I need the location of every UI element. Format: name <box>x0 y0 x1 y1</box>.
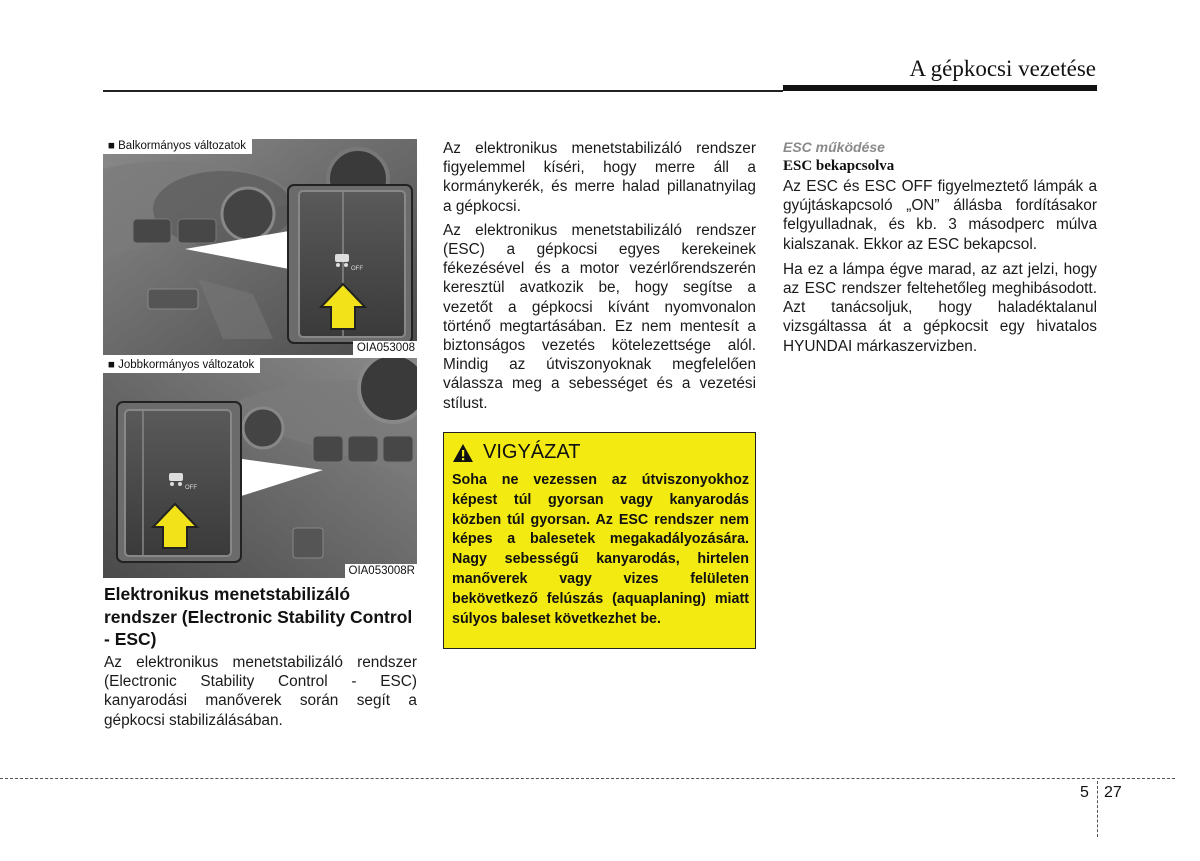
middle-paragraph-1: Az elektronikus menetstabilizáló rendszer figyelemmel kíséri, hogy merre áll a kormánykerék, és merre halad pillanatnyilag a gépkocsi. <box>443 140 756 215</box>
middle-paragraph-2: Az elektronikus menetstabilizáló rendszer (ESC) a gépkocsi egyes kerekeinek fékezésével és a motor vezérlőrendszerén keresztül avatkozik be, hogy segítse a vezetőt a gépkocsi kívánt nyomvonalon történő megtartásában. Ez nem mentesít a biztonságos vezetés kötelezettsége alól. Mindig az útviszonyoknak megfelelően válassza meg a sebességet és a vezetési stílust. <box>443 221 756 412</box>
warning-title: VIGYÁZAT <box>483 441 581 463</box>
page-number: 27 <box>1104 784 1122 801</box>
page-header-title: A gépkocsi vezetése <box>909 56 1096 81</box>
figure-code-rhd: OIA053008R <box>345 564 418 578</box>
header-rule <box>103 90 783 92</box>
right-column <box>783 139 1097 356</box>
figure-rhd <box>103 358 417 578</box>
right-paragraph-1: Az ESC és ESC OFF figyelmeztető lámpák a gyújtáskapcsoló „ON” állásba fordításakor felgyulladnak, és kb. 3 másodperc múlva kialszanak. Ekkor az ESC bekapcsol. <box>783 178 1097 253</box>
warning-header <box>452 441 580 464</box>
middle-column <box>443 139 756 413</box>
svg-text:OFF: OFF <box>351 266 363 272</box>
footer-dashed-rule <box>0 778 1175 779</box>
warning-box <box>443 432 756 649</box>
warning-triangle-icon <box>452 443 474 463</box>
right-paragraph-2: Ha ez a lámpa égve marad, az azt jelzi, hogy az ESC rendszer feltehetőleg meghibásodott. Azt tanácsoljuk, hogy haladéktalanul vizsgáltassa át a gépkocsit egy hivatalos HYUNDAI márkaszervizben. <box>783 260 1097 355</box>
header-rule-thick <box>783 85 1097 91</box>
section-intro: Az elektronikus menetstabilizáló rendszer (Electronic Stability Control - ESC) kanyarodási manőverek során segít a gépkocsi stabilizálásában. <box>104 654 417 729</box>
figure-label-rhd: ■ Jobbkormányos változatok <box>103 358 260 373</box>
section-number: 5 <box>1080 784 1089 801</box>
warning-body: Soha ne vezessen az útviszonyokhoz képest túl gyorsan vagy kanyarodás közben túl gyorsan. Az ESC rendszer nem képes a balesetek megakadályozására. Nagy sebességű kanyarodás, hirtelen manőverek vagy vizes felületen bekövetkező felúszás (aquaplaning) miatt súlyos baleset következhet be. <box>452 472 749 627</box>
section-title: Elektronikus menetstabilizáló rendszer (Electronic Stability Control - ESC) <box>104 584 413 649</box>
esc-on-subtitle: ESC bekapcsolva <box>783 158 895 174</box>
figure-code-lhd: OIA053008 <box>353 341 417 355</box>
figure-label-lhd: ■ Balkormányos változatok <box>103 139 252 154</box>
section-intro-block <box>104 653 417 730</box>
dashboard-illustration-lhd <box>103 139 417 355</box>
figure-lhd <box>103 139 417 355</box>
dashboard-illustration-rhd <box>103 358 417 578</box>
esc-operation-subtitle: ESC működése <box>783 139 885 155</box>
footer-dashed-divider <box>1097 781 1098 837</box>
svg-text:OFF: OFF <box>185 485 197 491</box>
